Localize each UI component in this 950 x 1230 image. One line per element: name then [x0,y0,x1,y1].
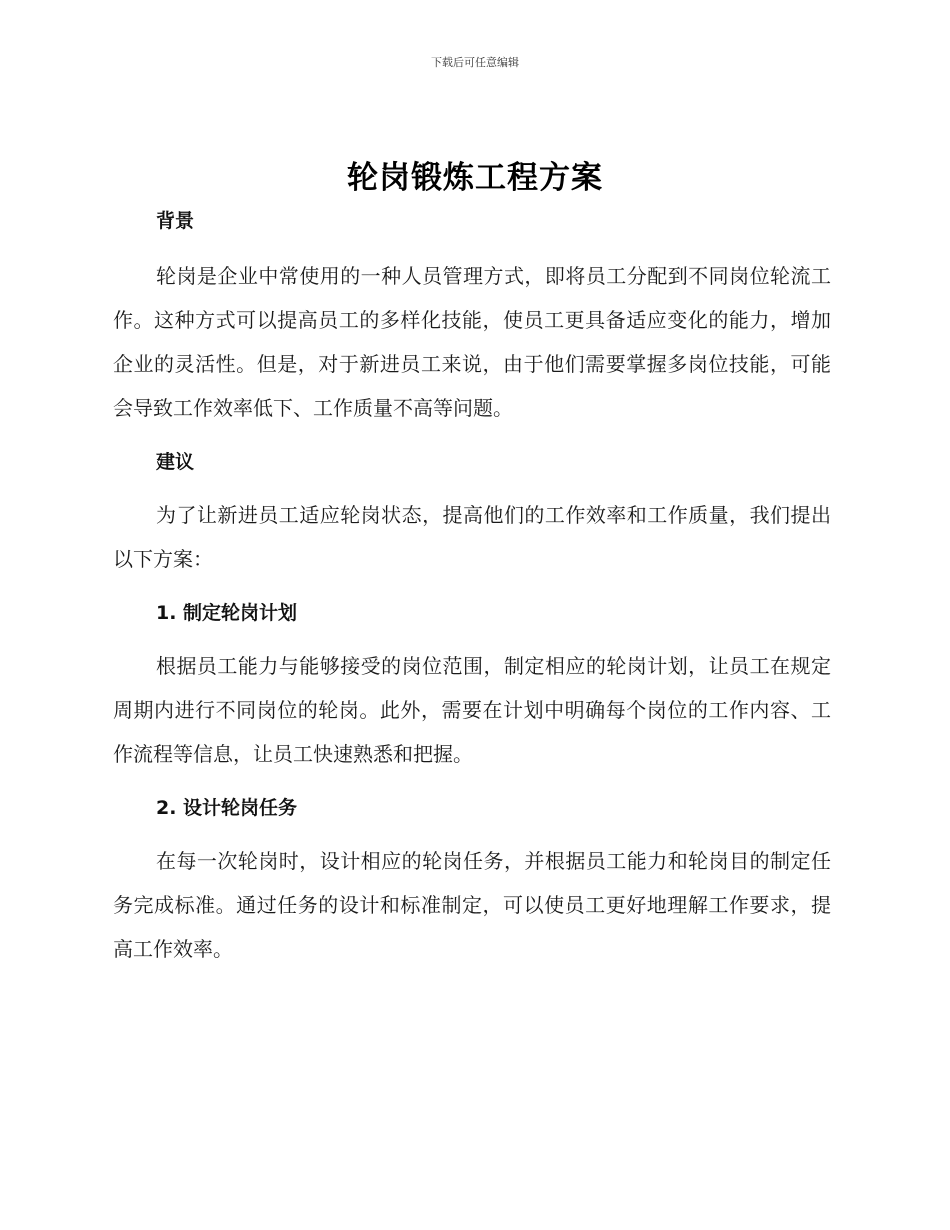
section-heading-rotation-tasks: 2. 设计轮岗任务 [156,797,298,819]
section-paragraph-rotation-tasks: 在每一次轮岗时，设计相应的轮岗任务，并根据员工能力和轮岗目的制定任务完成标准。通过任务的设计和标准制定，可以使员工更好地理解工作要求，提高工作效率。 [113,849,831,961]
document-body [113,205,831,971]
section-paragraph-rotation-plan: 根据员工能力与能够接受的岗位范围，制定相应的轮岗计划，让员工在规定周期内进行不同岗位的轮岗。此外，需要在计划中明确每个岗位的工作内容、工作流程等信息，让员工快速熟悉和把握。 [113,654,831,766]
page-header: 下载后可任意编辑 [431,56,519,69]
section-heading-background: 背景 [156,210,195,232]
section-paragraph-background: 轮岗是企业中常使用的一种人员管理方式，即将员工分配到不同岗位轮流工作。这种方式可以提高员工的多样化技能，使员工更具备适应变化的能力，增加企业的灵活性。但是，对于新进员工来说，由于他们需要掌握多岗位技能，可能会导致工作效率低下、工作质量不高等问题。 [113,264,831,420]
section-heading-suggestion: 建议 [156,451,195,473]
section-heading-rotation-plan: 1. 制定轮岗计划 [156,602,298,624]
section-paragraph-suggestion: 为了让新进员工适应轮岗状态，提高他们的工作效率和工作质量，我们提出以下方案： [113,503,831,571]
document-title: 轮岗锻炼工程方案 [347,160,603,196]
